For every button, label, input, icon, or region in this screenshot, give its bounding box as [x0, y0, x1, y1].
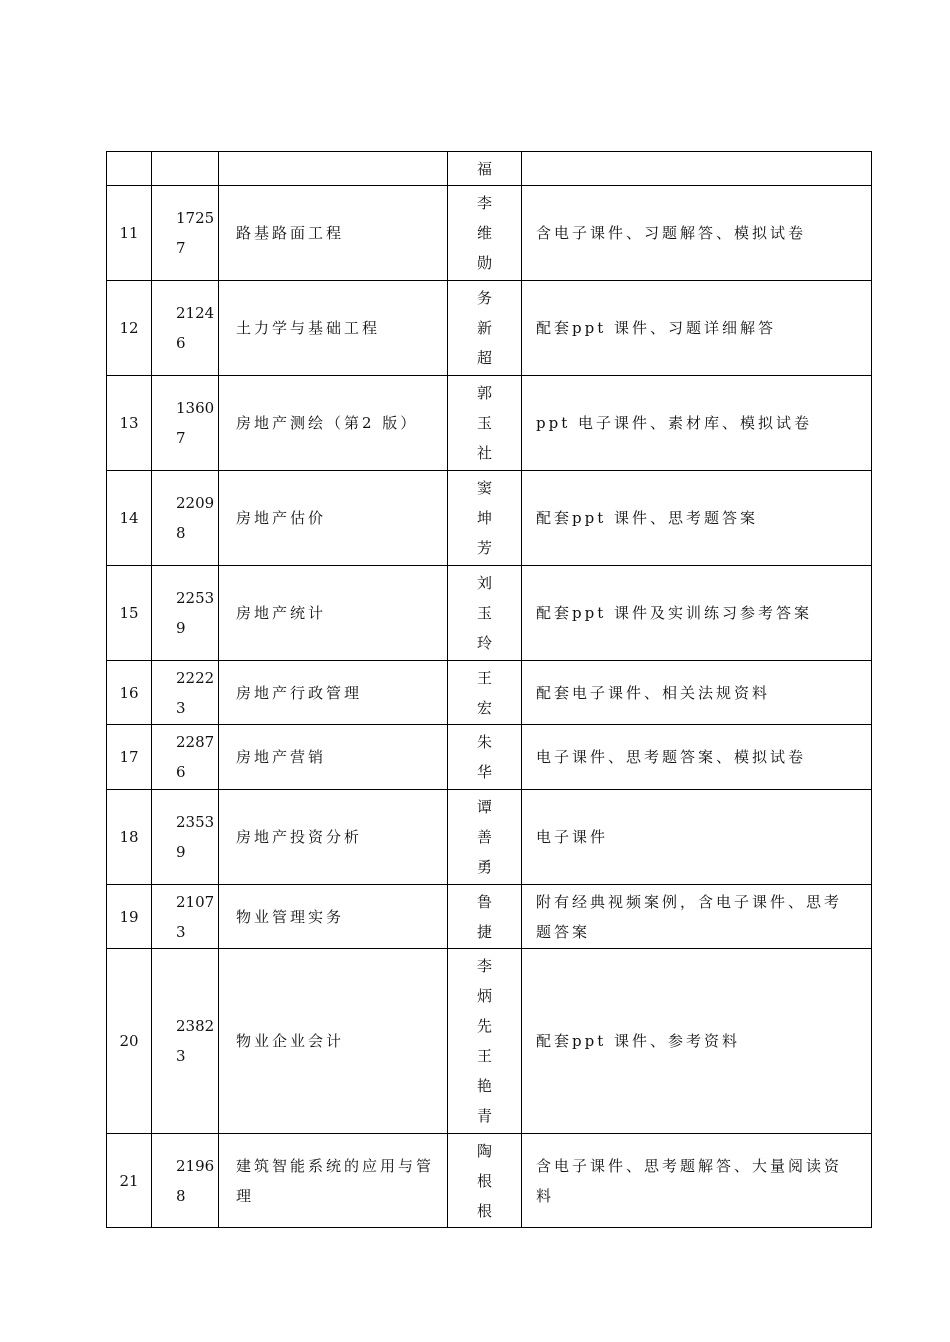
book-code-part: 2287: [176, 733, 215, 751]
book-title: 建筑智能系统的应用与管理: [219, 1134, 448, 1228]
author-char: 维: [476, 224, 492, 242]
table-row: [107, 790, 872, 885]
book-code-part: 2124: [176, 304, 215, 322]
author-char: 玉: [476, 604, 492, 622]
book-title: 物业企业会计: [219, 949, 448, 1134]
book-code: [152, 949, 219, 1134]
book-resources: 配套ppt 课件、习题详细解答: [522, 281, 872, 376]
author-char: 坤: [476, 509, 492, 527]
author-char: 窦: [476, 479, 492, 497]
author-char: 刘: [476, 574, 492, 592]
book-resources: 配套电子课件、相关法规资料: [522, 661, 872, 725]
book-resources: 电子课件、思考题答案、模拟试卷: [522, 725, 872, 790]
author-char: 芳: [476, 539, 492, 557]
book-code-part: 2107: [176, 892, 215, 911]
book-author: [448, 471, 522, 566]
table-row: [107, 186, 872, 281]
author-char: 新: [476, 319, 492, 337]
author-char: 善: [476, 828, 492, 846]
author-char: 玉: [476, 414, 492, 432]
row-number: 11: [107, 186, 152, 281]
book-author: [448, 1134, 522, 1228]
book-code-part: 7: [176, 429, 186, 447]
book-code: [152, 885, 219, 949]
book-title: 房地产营销: [219, 725, 448, 790]
row-number: 15: [107, 566, 152, 661]
book-title: [219, 152, 448, 186]
book-title: 物业管理实务: [219, 885, 448, 949]
author-char: 宏: [476, 698, 492, 717]
book-title: 房地产测绘（第2 版）: [219, 376, 448, 471]
author-char: 鲁: [476, 892, 492, 911]
author-char: 李: [476, 194, 492, 212]
row-number: 20: [107, 949, 152, 1134]
book-code-part: 6: [176, 763, 186, 781]
author-char: 郭: [476, 384, 492, 402]
table-row: [107, 566, 872, 661]
book-resources: ppt 电子课件、素材库、模拟试卷: [522, 376, 872, 471]
book-code-part: 3: [176, 1047, 186, 1065]
author-char: 先: [476, 1017, 492, 1035]
table-row: [107, 885, 872, 949]
book-resources: 配套ppt 课件、思考题答案: [522, 471, 872, 566]
author-char: 谭: [476, 798, 492, 816]
table-row: [107, 1134, 872, 1228]
book-code: [152, 376, 219, 471]
book-resources: 配套ppt 课件及实训练习参考答案: [522, 566, 872, 661]
book-resources: 电子课件: [522, 790, 872, 885]
book-resource-table: [106, 151, 872, 1228]
book-code: [152, 566, 219, 661]
book-resources: [522, 152, 872, 186]
row-number: [107, 152, 152, 186]
book-code-part: 6: [176, 334, 186, 352]
book-resources: 配套ppt 课件、参考资料: [522, 949, 872, 1134]
book-author: [448, 152, 522, 186]
table-row: [107, 661, 872, 725]
book-title: 土力学与基础工程: [219, 281, 448, 376]
book-code-part: 7: [176, 239, 186, 257]
book-code-part: 3: [176, 922, 186, 941]
book-code: [152, 1134, 219, 1228]
book-code-part: 2222: [176, 668, 215, 687]
book-title: 房地产投资分析: [219, 790, 448, 885]
author-char: 朱: [476, 733, 492, 751]
author-char: 李: [476, 957, 492, 975]
author-char: 艳: [476, 1077, 492, 1095]
book-author: [448, 281, 522, 376]
book-code: [152, 186, 219, 281]
book-code-part: 1725: [176, 209, 215, 227]
author-char: 捷: [476, 922, 492, 941]
book-title: 路基路面工程: [219, 186, 448, 281]
row-number: 12: [107, 281, 152, 376]
book-code: [152, 152, 219, 186]
row-number: 21: [107, 1134, 152, 1228]
book-code-part: 9: [176, 619, 186, 637]
author-char: 根: [476, 1171, 492, 1190]
book-code: [152, 725, 219, 790]
book-code-part: 8: [176, 1186, 186, 1205]
table-row: [107, 949, 872, 1134]
author-char: 玲: [476, 634, 492, 652]
book-title: 房地产统计: [219, 566, 448, 661]
row-number: 19: [107, 885, 152, 949]
author-char: 超: [476, 349, 492, 367]
book-code-part: 2253: [176, 589, 215, 607]
author-char: 王: [476, 668, 492, 687]
book-resources: 附有经典视频案例，含电子课件、思考题答案: [522, 885, 872, 949]
author-char: 炳: [476, 987, 492, 1005]
book-code-part: 2382: [176, 1017, 215, 1035]
table-row: [107, 471, 872, 566]
table-row: [107, 376, 872, 471]
book-title: 房地产估价: [219, 471, 448, 566]
row-number: 16: [107, 661, 152, 725]
author-char: 华: [476, 763, 492, 781]
author-char: 务: [476, 289, 492, 307]
book-title: 房地产行政管理: [219, 661, 448, 725]
author-char: 陶: [476, 1141, 492, 1160]
book-author: [448, 661, 522, 725]
author-char: 勇: [476, 858, 492, 876]
book-code: [152, 790, 219, 885]
book-author: [448, 725, 522, 790]
author-char: 勋: [476, 254, 492, 272]
book-author: [448, 566, 522, 661]
book-author: [448, 790, 522, 885]
book-code-part: 9: [176, 843, 186, 861]
book-code-part: 8: [176, 524, 186, 542]
book-author: [448, 885, 522, 949]
book-code-part: 2353: [176, 813, 215, 831]
book-author: [448, 949, 522, 1134]
row-number: 17: [107, 725, 152, 790]
book-code: [152, 661, 219, 725]
author-char: 王: [476, 1047, 492, 1065]
book-code-part: 2209: [176, 494, 215, 512]
table-body: [107, 152, 872, 1228]
book-code-part: 2196: [176, 1156, 215, 1175]
book-resources: 含电子课件、习题解答、模拟试卷: [522, 186, 872, 281]
author-char: 社: [476, 444, 492, 462]
book-resources: 含电子课件、思考题解答、大量阅读资料: [522, 1134, 872, 1228]
row-number: 14: [107, 471, 152, 566]
author-char: 青: [476, 1107, 492, 1125]
book-code: [152, 471, 219, 566]
table-row: [107, 725, 872, 790]
table-row: [107, 152, 872, 186]
book-code: [152, 281, 219, 376]
book-author: [448, 376, 522, 471]
table-row: [107, 281, 872, 376]
row-number: 18: [107, 790, 152, 885]
row-number: 13: [107, 376, 152, 471]
author-char: 根: [476, 1201, 492, 1220]
book-code-part: 1360: [176, 399, 215, 417]
book-author: [448, 186, 522, 281]
author-char: 福: [476, 159, 492, 178]
book-code-part: 3: [176, 698, 186, 717]
